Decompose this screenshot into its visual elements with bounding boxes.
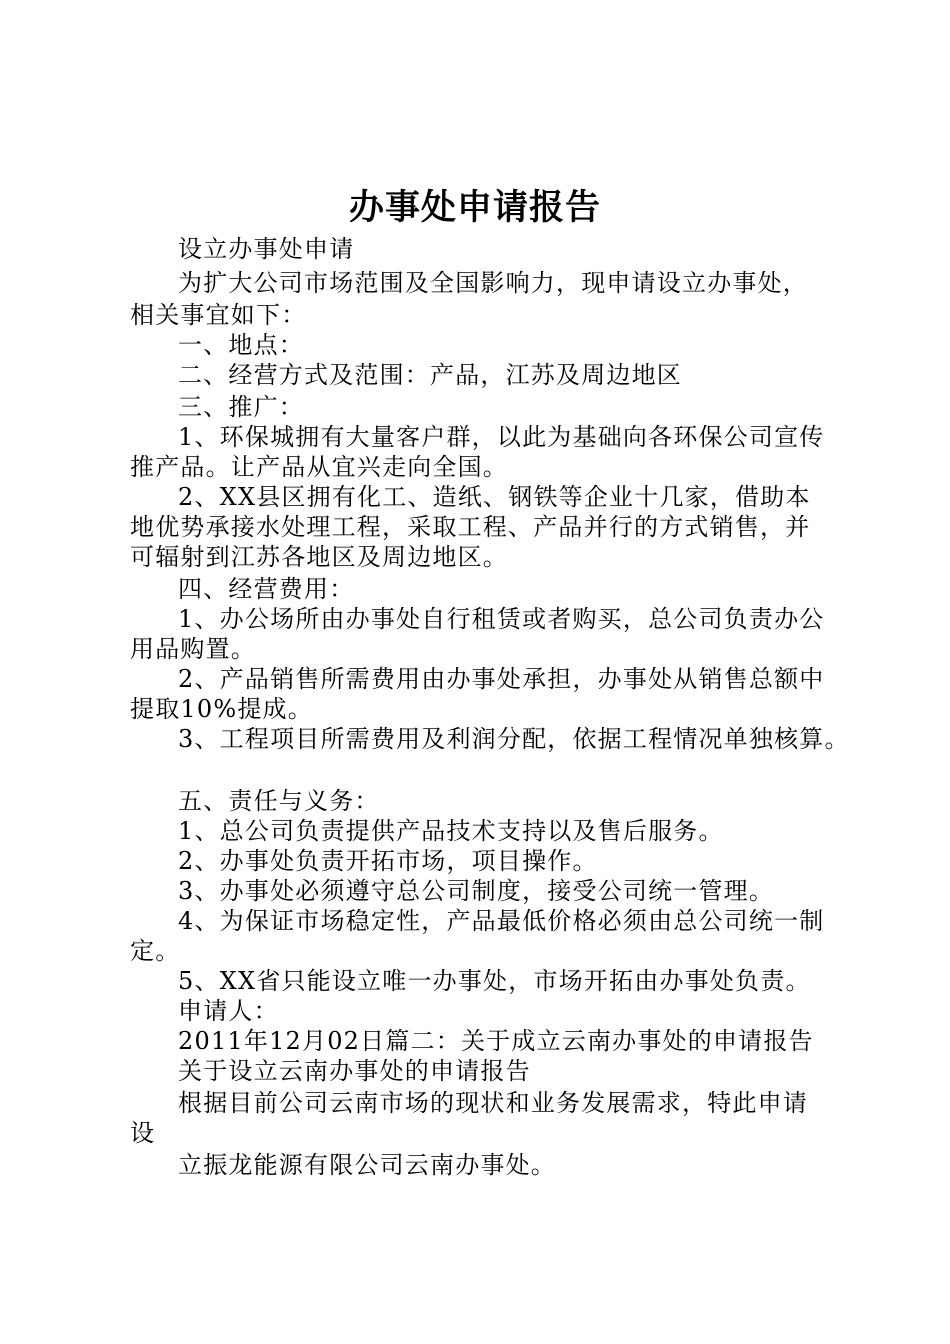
paragraph-line: 4、为保证市场稳定性，产品最低价格必须由总公司统一制: [178, 907, 825, 935]
paragraph-line: 地优势承接水处理工程，采取工程、产品并行的方式销售，并: [130, 513, 811, 541]
paragraph-line: 定。: [130, 937, 181, 965]
paragraph-line: 五、责任与义务：: [178, 787, 380, 815]
paragraph-line: 立振龙能源有限公司云南办事处。: [178, 1151, 556, 1179]
paragraph-line: 可辐射到江苏各地区及周边地区。: [130, 543, 508, 571]
paragraph-line: 2、办事处负责开拓市场，项目操作。: [178, 847, 598, 875]
paragraph-line: 3、办事处必须遵守总公司制度，接受公司统一管理。: [178, 877, 775, 905]
paragraph-line: 1、环保城拥有大量客户群，以此为基础向各环保公司宣传: [178, 423, 825, 451]
paragraph-line: 设立办事处申请: [178, 235, 355, 263]
paragraph-line: 3、工程项目所需费用及利润分配，依据工程情况单独核算。: [178, 725, 850, 753]
paragraph-line: 三、推广：: [178, 393, 304, 421]
paragraph-line: 申请人：: [178, 997, 279, 1025]
paragraph-line: 一、地点：: [178, 331, 304, 359]
paragraph-line: 关于设立云南办事处的申请报告: [178, 1057, 531, 1085]
paragraph-line: 2011年12月02日篇二：关于成立云南办事处的申请报告: [178, 1027, 814, 1055]
paragraph-line: 设: [130, 1119, 156, 1147]
paragraph-line: 二、经营方式及范围：产品，江苏及周边地区: [178, 361, 682, 389]
paragraph-line: 四、经营费用：: [178, 575, 355, 603]
paragraph-line: 根据目前公司云南市场的现状和业务发展需求，特此申请: [178, 1089, 808, 1117]
paragraph-line: 2、产品销售所需费用由办事处承担，办事处从销售总额中: [178, 665, 825, 693]
paragraph-line: 1、总公司负责提供产品技术支持以及售后服务。: [178, 817, 724, 845]
paragraph-line: 2、XX县区拥有化工、造纸、钢铁等企业十几家，借助本: [178, 483, 811, 511]
paragraph-line: 相关事宜如下：: [130, 301, 307, 329]
paragraph-line: 推产品。让产品从宜兴走向全国。: [130, 453, 508, 481]
paragraph-line: 提取10%提成。: [130, 695, 313, 723]
paragraph-line: 5、XX省只能设立唯一办事处，市场开拓由办事处负责。: [178, 967, 811, 995]
paragraph-line: 用品购置。: [130, 635, 256, 663]
paragraph-line: 为扩大公司市场范围及全国影响力，现申请设立办事处，: [178, 269, 808, 297]
paragraph-line: 1、办公场所由办事处自行租赁或者购买，总公司负责办公: [178, 605, 825, 633]
document-title: 办事处申请报告: [348, 187, 601, 228]
